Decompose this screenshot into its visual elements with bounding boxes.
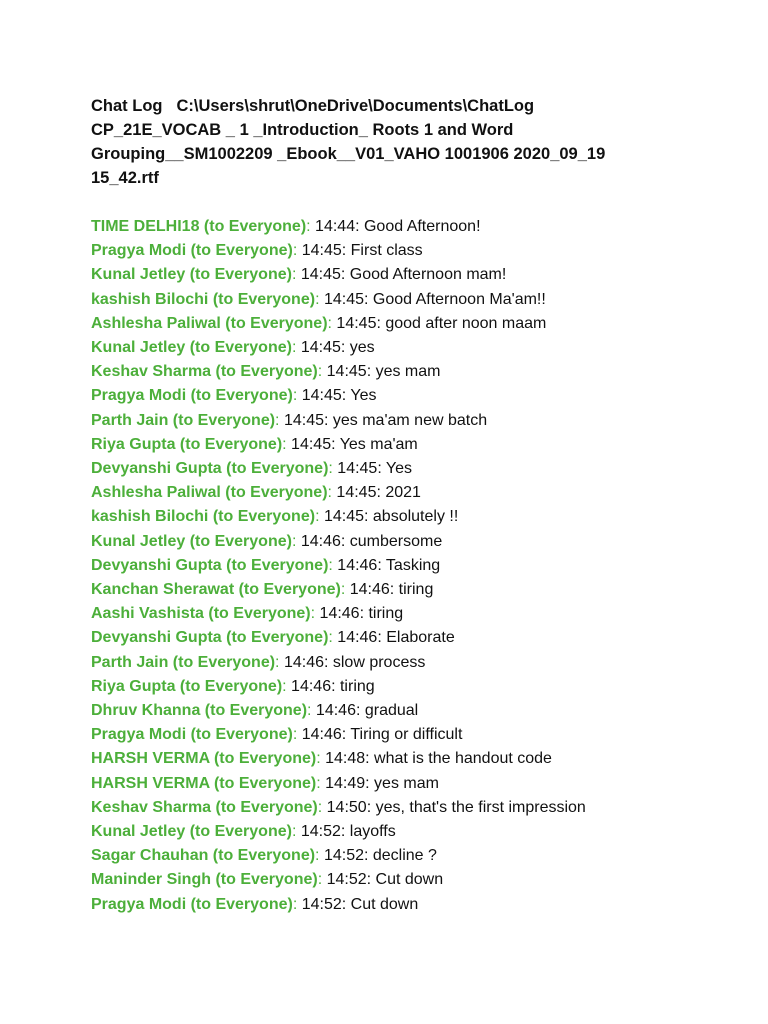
chat-message: [91, 893, 741, 917]
chat-message: [91, 554, 741, 578]
message-text: 14:46: tiring: [345, 581, 434, 599]
message-text: 14:52: Cut down: [322, 871, 444, 889]
message-sender: Devyanshi Gupta (to Everyone): [91, 629, 329, 647]
header-path-line-3: Grouping__SM1002209 _Ebook__V01_VAHO 1001906 2020_09_19: [91, 145, 606, 163]
sender-colon: :: [327, 314, 332, 332]
sender-colon: :: [315, 290, 320, 308]
sender-colon: :: [292, 726, 298, 744]
chat-message: [91, 360, 741, 384]
chat-log-header: [91, 94, 711, 190]
header-path-line-4: 15_42.rtf: [91, 169, 159, 187]
message-text: 14:45: yes mam: [322, 363, 441, 381]
sender-colon: :: [317, 363, 323, 381]
sender-colon: :: [328, 629, 333, 647]
sender-colon: :: [327, 484, 332, 502]
chat-message: [91, 384, 741, 408]
chat-message: [91, 215, 741, 239]
sender-colon: :: [317, 871, 323, 889]
message-text: 14:45: Yes: [332, 460, 413, 478]
chat-message: [91, 457, 741, 481]
message-sender: Kunal Jetley (to Everyone): [91, 266, 292, 284]
message-sender: Ashlesha Paliwal (to Everyone): [91, 314, 328, 332]
message-sender: HARSH VERMA (to Everyone): [91, 750, 317, 768]
chat-message: [91, 796, 741, 820]
message-sender: Kunal Jetley (to Everyone): [91, 823, 292, 841]
message-text: 14:45: Yes: [297, 387, 377, 405]
chat-message: [91, 433, 741, 457]
message-text: 14:45: First class: [297, 242, 423, 260]
sender-colon: :: [292, 242, 298, 260]
sender-colon: :: [315, 508, 320, 526]
message-sender: HARSH VERMA (to Everyone): [91, 774, 317, 792]
message-text: 14:46: tiring: [286, 677, 375, 695]
sender-colon: :: [328, 556, 333, 574]
message-sender: Riya Gupta (to Everyone): [91, 435, 283, 453]
sender-colon: :: [310, 605, 316, 623]
message-sender: Aashi Vashista (to Everyone): [91, 605, 311, 623]
chat-message: [91, 578, 741, 602]
sender-colon: :: [306, 218, 311, 235]
message-text: 14:46: Tasking: [332, 556, 441, 574]
message-sender: Dhruv Khanna (to Everyone): [91, 702, 308, 720]
chat-message: [91, 868, 741, 892]
message-sender: Kunal Jetley (to Everyone): [91, 339, 292, 357]
sender-colon: :: [307, 702, 312, 720]
message-sender: Pragya Modi (to Everyone): [91, 895, 293, 913]
sender-colon: :: [292, 895, 298, 913]
message-sender: TIME DELHI18 (to Everyone): [91, 218, 307, 235]
message-text: 14:46: slow process: [279, 653, 426, 671]
chat-message: [91, 263, 741, 287]
sender-colon: :: [291, 266, 297, 284]
chat-message: [91, 699, 741, 723]
message-sender: kashish Bilochi (to Everyone): [91, 290, 316, 308]
message-sender: Ashlesha Paliwal (to Everyone): [91, 484, 328, 502]
chat-message: [91, 505, 741, 529]
chat-message: [91, 675, 741, 699]
sender-colon: :: [316, 774, 321, 792]
chat-message: [91, 844, 741, 868]
sender-colon: :: [282, 435, 287, 453]
sender-colon: :: [282, 677, 287, 695]
message-sender: Keshav Sharma (to Everyone): [91, 363, 318, 381]
header-path-line-1: C:\Users\shrut\OneDrive\Documents\ChatLog: [176, 97, 535, 115]
message-text: 14:45: absolutely !!: [319, 508, 459, 526]
chat-message-list: [91, 215, 741, 917]
sender-colon: :: [275, 653, 280, 671]
sender-colon: :: [292, 387, 298, 405]
message-sender: Sagar Chauhan (to Everyone): [91, 847, 316, 865]
message-sender: Pragya Modi (to Everyone): [91, 726, 293, 744]
sender-colon: :: [291, 532, 297, 550]
chat-message: [91, 336, 741, 360]
message-text: 14:46: cumbersome: [296, 532, 443, 550]
chat-message: [91, 481, 741, 505]
chat-message: [91, 288, 741, 312]
message-sender: Kunal Jetley (to Everyone): [91, 532, 292, 550]
message-sender: Parth Jain (to Everyone): [91, 411, 276, 429]
message-text: 14:45: 2021: [331, 484, 421, 502]
sender-colon: :: [328, 460, 333, 478]
sender-colon: :: [317, 798, 323, 816]
message-sender: Devyanshi Gupta (to Everyone): [91, 556, 329, 574]
message-text: 14:45: Yes ma'am: [286, 435, 418, 453]
header-path-line-2: CP_21E_VOCAB _ 1 _Introduction_ Roots 1 and Word: [91, 121, 514, 139]
message-sender: Parth Jain (to Everyone): [91, 653, 276, 671]
chat-message: [91, 626, 741, 650]
message-sender: Riya Gupta (to Everyone): [91, 677, 283, 695]
message-text: 14:46: Elaborate: [332, 629, 455, 647]
message-text: 14:44: Good Afternoon!: [310, 218, 481, 235]
sender-colon: :: [275, 411, 280, 429]
message-text: 14:45: yes ma'am new batch: [279, 411, 488, 429]
sender-colon: :: [315, 847, 320, 865]
chat-message: [91, 651, 741, 675]
message-text: 14:45: good after noon maam: [331, 314, 547, 332]
chat-message: [91, 820, 741, 844]
chat-message: [91, 723, 741, 747]
message-text: 14:46: tiring: [315, 605, 404, 623]
sender-colon: :: [340, 581, 346, 599]
message-text: 14:45: Good Afternoon mam!: [296, 266, 507, 284]
message-text: 14:48: what is the handout code: [320, 750, 552, 768]
chat-message: [91, 747, 741, 771]
message-sender: kashish Bilochi (to Everyone): [91, 508, 316, 526]
sender-colon: :: [291, 339, 297, 357]
message-text: 14:52: Cut down: [297, 895, 419, 913]
message-text: 14:50: yes, that's the first impression: [322, 798, 586, 816]
chat-message: [91, 530, 741, 554]
message-text: 14:46: gradual: [311, 702, 419, 720]
sender-colon: :: [316, 750, 321, 768]
sender-colon: :: [291, 823, 297, 841]
message-text: 14:46: Tiring or difficult: [297, 726, 463, 744]
message-sender: Kanchan Sherawat (to Everyone): [91, 581, 341, 599]
message-text: 14:52: decline ?: [319, 847, 437, 865]
chat-message: [91, 239, 741, 263]
message-sender: Pragya Modi (to Everyone): [91, 387, 293, 405]
message-sender: Devyanshi Gupta (to Everyone): [91, 460, 329, 478]
chat-message: [91, 409, 741, 433]
message-sender: Maninder Singh (to Everyone): [91, 871, 318, 889]
chat-message: [91, 602, 741, 626]
message-text: 14:45: Good Afternoon Ma'am!!: [319, 290, 546, 308]
chat-message: [91, 312, 741, 336]
message-sender: Keshav Sharma (to Everyone): [91, 798, 318, 816]
message-text: 14:49: yes mam: [320, 774, 439, 792]
chat-message: [91, 772, 741, 796]
header-label: Chat Log: [91, 97, 163, 115]
message-text: 14:52: layoffs: [296, 823, 396, 841]
message-sender: Pragya Modi (to Everyone): [91, 242, 293, 260]
message-text: 14:45: yes: [296, 339, 375, 357]
